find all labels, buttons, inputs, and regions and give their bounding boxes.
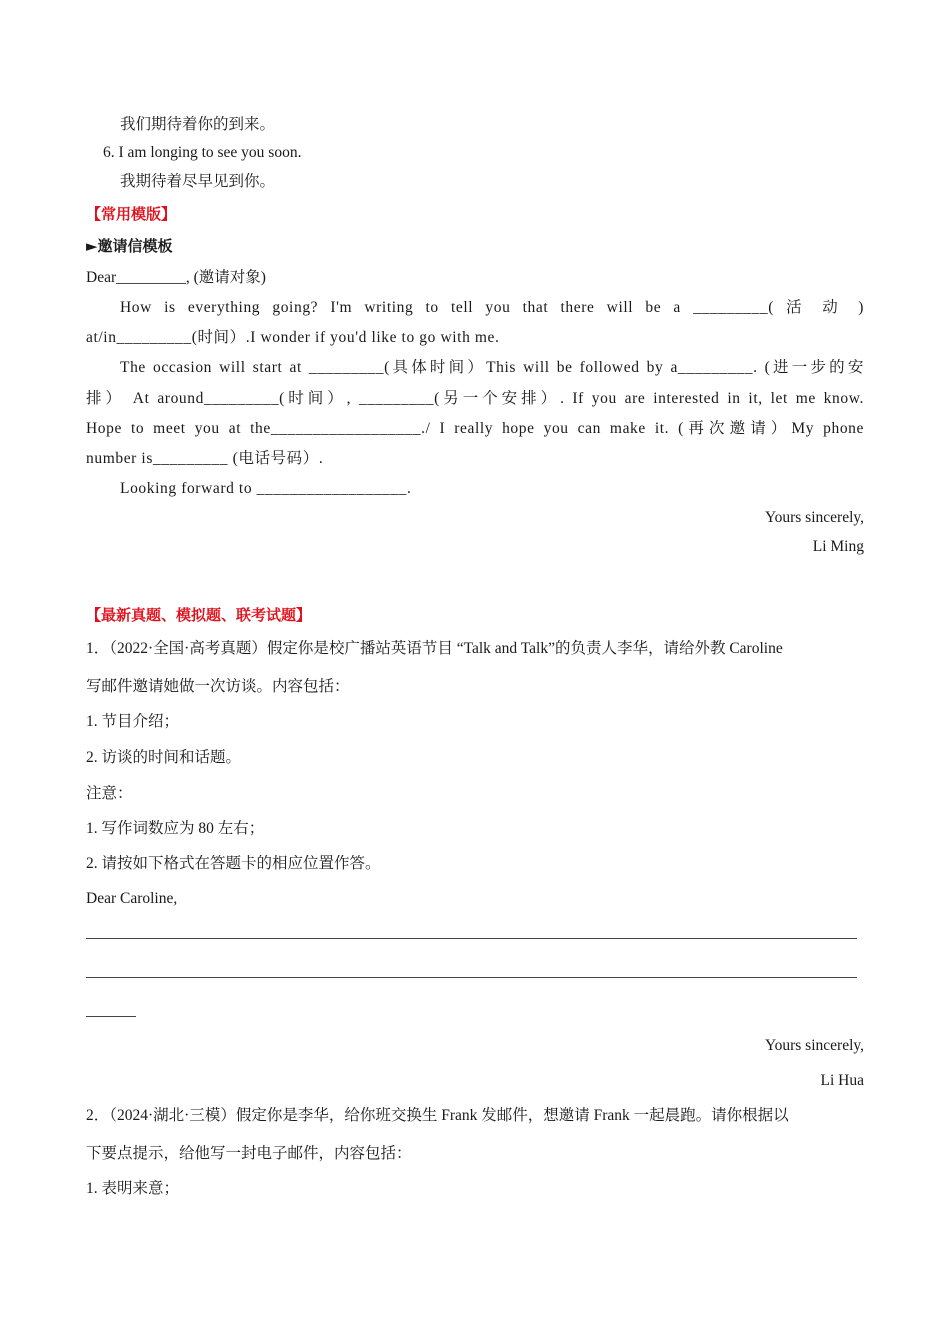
template-greeting: Dear_________, (邀请对象) [86,269,266,286]
answer-line-1[interactable] [86,938,857,939]
template-paragraph2-line4: number is_________ (电话号码）. [86,450,324,467]
answer-line-2[interactable] [86,977,857,978]
template-signature: Li Ming [812,538,864,555]
q1-item2: 2. 访谈的时间和话题。 [86,749,242,766]
q1-item1: 1. 节目介绍； [86,713,180,730]
q2-prompt-line2: 下要点提示，给他写一封电子邮件，内容包括： [86,1145,412,1162]
q2-item1: 1. 表明来意； [86,1180,180,1197]
template-paragraph3: Looking forward to __________________. [120,480,412,497]
phrase-6-chinese: 我期待着尽早见到你。 [120,173,276,190]
q1-prompt-line2: 写邮件邀请她做一次访谈。内容包括： [86,678,350,695]
template-paragraph2-line3: Hope to meet you at the__________________./ I really hope you can make it. (再次邀请）My phone [86,420,864,437]
exam-heading: 【最新真题、模拟题、联考试题】 [86,606,312,624]
q1-signature: Li Hua [820,1072,864,1089]
q2-prompt-line1: 2．（2024·湖北·三模）假定你是李华，给你班交换生 Frank 发邮件，想邀请 Frank 一起晨跑。请你根据以 [86,1107,789,1124]
q1-prompt-line1: 1．（2022·全国·高考真题）假定你是校广播站英语节目 “Talk and Talk”的负责人李华，请给外教 Caroline [86,640,783,657]
answer-line-3[interactable] [86,1016,136,1017]
phrase-5-chinese: 我们期待着你的到来。 [120,116,276,133]
template-heading: 【常用模版】 [86,205,177,223]
q1-note-label: 注意： [86,785,133,802]
q1-note2: 2. 请按如下格式在答题卡的相应位置作答。 [86,855,381,872]
q1-closing: Yours sincerely, [764,1037,864,1054]
phrase-6-english: 6. I am longing to see you soon. [103,144,302,161]
template-closing: Yours sincerely, [764,509,864,526]
q1-greeting: Dear Caroline, [86,890,178,907]
q1-note1: 1. 写作词数应为 80 左右； [86,820,265,837]
template-paragraph1-line1: How is everything going? I'm writing to tell you that there will be a _________( 活 动 ) [120,299,864,316]
template-subheading: ►邀请信模板 [86,237,173,255]
template-paragraph1-line2: at/in_________(时间）.I wonder if you'd like to go with me. [86,329,500,346]
template-paragraph2-line1: The occasion will start at _________(具体时间）This will be followed by a_________. (进一步的安 [120,359,864,376]
template-paragraph2-line2: 排） At around_________(时间）, _________(另一个安排）. If you are interested in it, let me know. [86,390,864,407]
